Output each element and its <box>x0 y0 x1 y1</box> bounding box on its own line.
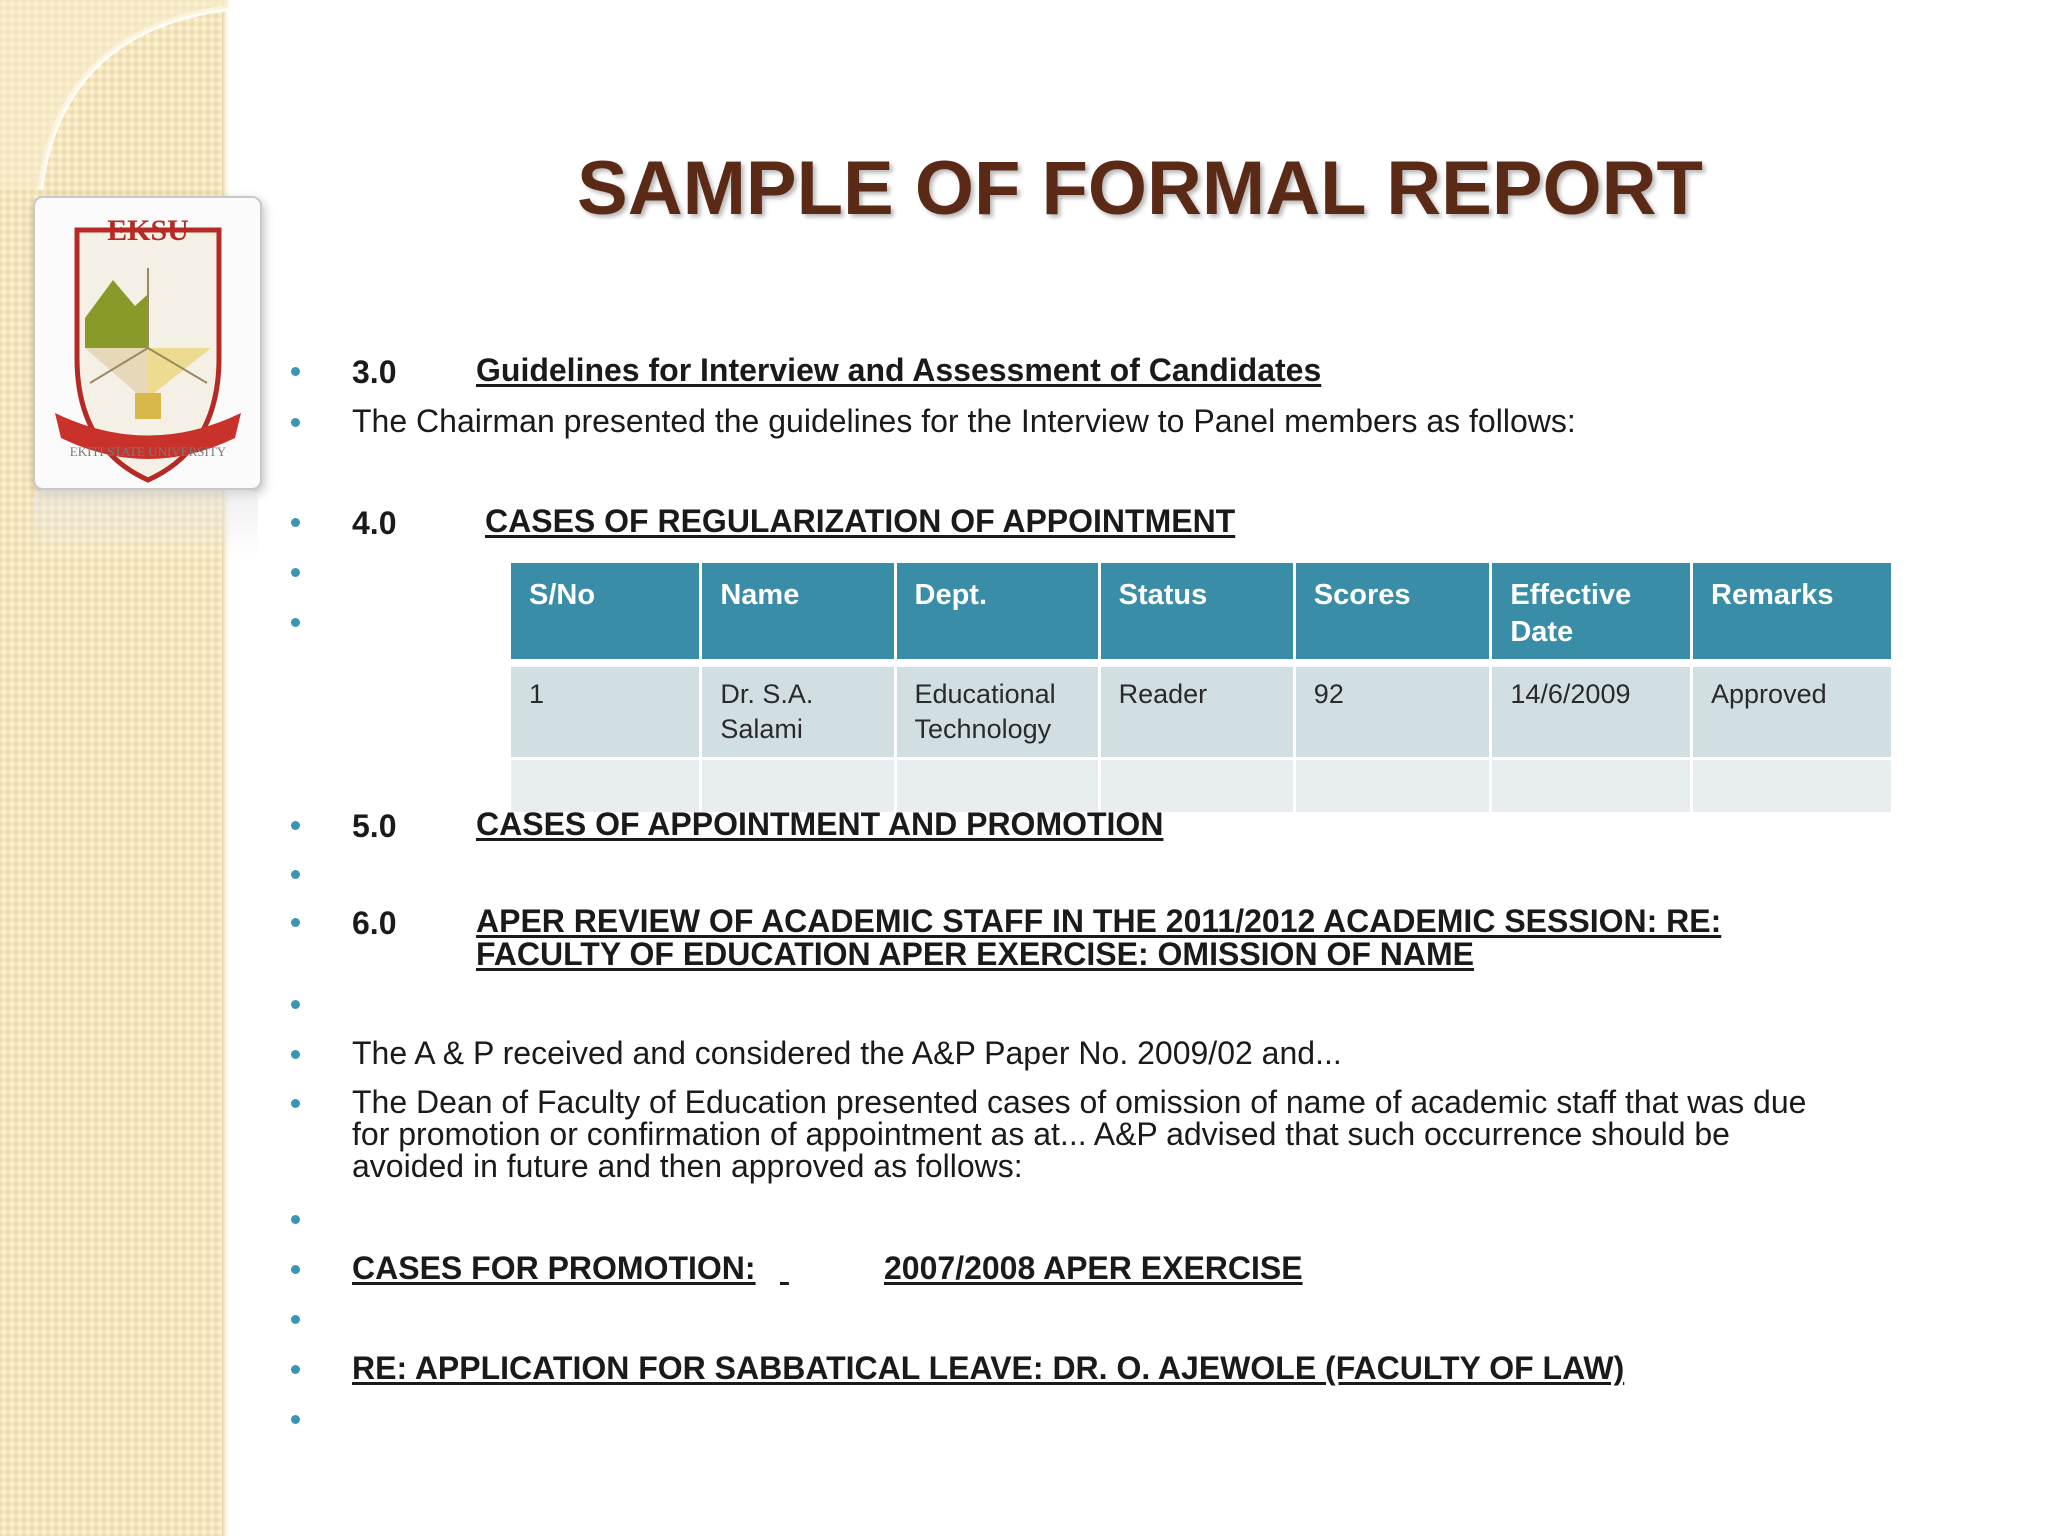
cell-empty <box>1693 760 1891 812</box>
header-name: Name <box>702 563 893 664</box>
dean-text-line2: for promotion or confirmation of appointment as at... A&P advised that such occurrence should be <box>352 1116 1730 1152</box>
logo-reflection <box>33 490 258 560</box>
bullet-dot <box>291 1000 300 1009</box>
cell-effective-date: 14/6/2009 <box>1492 667 1690 757</box>
bullet-dot <box>291 1415 300 1424</box>
cell-name: Dr. S.A. Salami <box>702 667 893 757</box>
table-row <box>511 667 1891 757</box>
cell-empty <box>511 760 699 812</box>
cell-empty <box>897 760 1098 812</box>
bullet-dot <box>291 870 300 879</box>
bullet-dot <box>291 418 300 427</box>
cell-sno: 1 <box>511 667 699 757</box>
dean-text-line3: avoided in future and then approved as follows: <box>352 1148 1023 1184</box>
cell-remarks: Approved <box>1693 667 1891 757</box>
section-number: 5.0 <box>352 808 397 844</box>
table-header-row <box>511 563 1891 664</box>
cell-empty <box>1101 760 1293 812</box>
section-number: 6.0 <box>352 905 397 941</box>
dean-text-line1: The Dean of Faculty of Education presented cases of omission of name of academic staff that was due <box>352 1084 1807 1120</box>
cell-scores: 92 <box>1296 667 1490 757</box>
cell-dept: Educational Technology <box>897 667 1098 757</box>
cell-empty <box>1296 760 1490 812</box>
sabbatical-heading: RE: APPLICATION FOR SABBATICAL LEAVE: DR. O. AJEWOLE (FACULTY OF LAW) <box>352 1350 1625 1386</box>
bullet-dot <box>291 568 300 577</box>
cell-empty <box>1492 760 1690 812</box>
slide-title: SAMPLE OF FORMAL REPORT <box>577 146 1703 231</box>
header-status: Status <box>1101 563 1293 664</box>
bullet-dot <box>291 518 300 527</box>
bullet-dot <box>291 618 300 627</box>
header-dept: Dept. <box>897 563 1098 664</box>
section-4-heading: CASES OF REGULARIZATION OF APPOINTMENT <box>485 503 1236 539</box>
promotion-exercise: 2007/2008 APER EXERCISE <box>884 1250 1303 1286</box>
section-number: 3.0 <box>352 354 397 390</box>
header-effective-date: Effective Date <box>1492 563 1690 664</box>
cell-status: Reader <box>1101 667 1293 757</box>
university-logo <box>33 196 262 490</box>
regularization-table <box>508 560 1894 815</box>
section-3-text: The Chairman presented the guidelines for the Interview to Panel members as follows: <box>352 403 1576 439</box>
header-scores: Scores <box>1296 563 1490 664</box>
section-6-heading-line1: APER REVIEW OF ACADEMIC STAFF IN THE 2011/2012 ACADEMIC SESSION: RE: <box>476 903 1722 939</box>
bullet-dot <box>291 918 300 927</box>
bullet-dot <box>291 821 300 830</box>
section-number: 4.0 <box>352 505 397 541</box>
logo-top-text: EKSU <box>107 214 189 247</box>
bullet-dot <box>291 1099 300 1108</box>
promotion-gap <box>780 1252 886 1285</box>
cell-empty <box>702 760 893 812</box>
bullet-dot <box>291 1315 300 1324</box>
bullet-dot <box>291 1050 300 1059</box>
corner-swoosh-decoration <box>0 0 228 190</box>
bullet-dot <box>291 1365 300 1374</box>
header-sno: S/No <box>511 563 699 664</box>
section-3-heading: Guidelines for Interview and Assessment of Candidates <box>476 352 1322 388</box>
section-5-heading: CASES OF APPOINTMENT AND PROMOTION <box>476 806 1164 842</box>
promotion-label: CASES FOR PROMOTION: <box>352 1250 756 1286</box>
section-6-heading-line2: FACULTY OF EDUCATION APER EXERCISE: OMISSION OF NAME <box>476 936 1474 972</box>
bullet-dot <box>291 367 300 376</box>
header-remarks: Remarks <box>1693 563 1891 664</box>
bullet-dot <box>291 1265 300 1274</box>
bullet-dot <box>291 1215 300 1224</box>
ap-paper-text: The A & P received and considered the A&P Paper No. 2009/02 and... <box>352 1035 1342 1071</box>
logo-bottom-text: EKITI STATE UNIVERSITY <box>69 444 227 459</box>
table-row <box>511 760 1891 812</box>
